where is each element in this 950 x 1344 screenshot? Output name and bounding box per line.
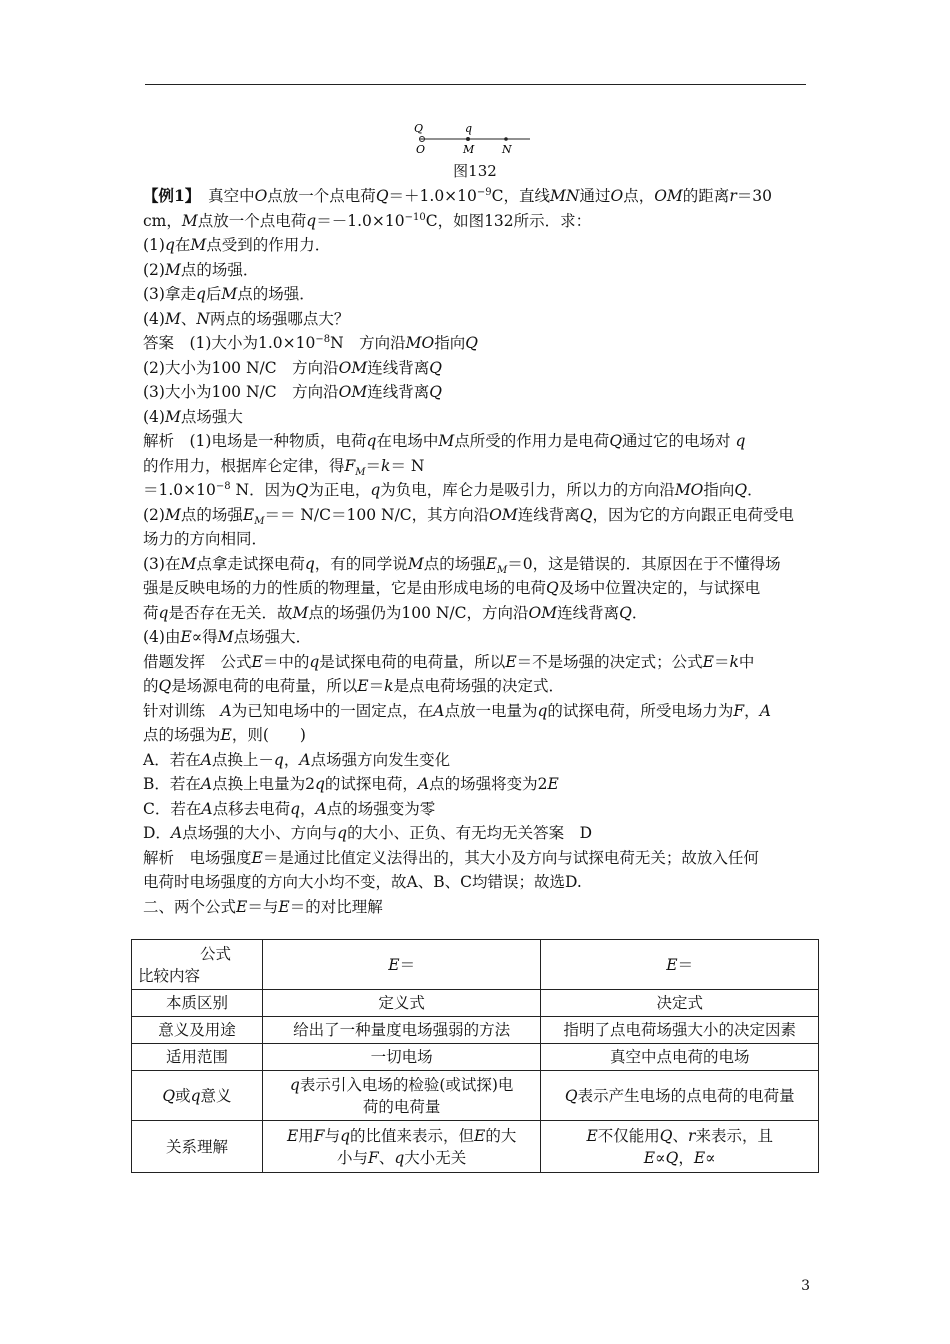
text: 点的场强将变为2 [429,775,548,793]
var: M [438,432,455,450]
var: q [394,1148,405,1167]
var: Q [579,505,593,524]
var: E [547,775,559,793]
var: k [381,456,391,475]
text: 为负电，库仑力是吸引力，所以力的方向沿 [380,481,675,499]
extension-line [143,674,807,699]
var: E [286,1126,299,1145]
var: k [729,652,739,671]
var: A [170,824,183,842]
text: 及场中位置决定的，与试探电 [558,579,761,597]
text: ， [744,701,760,720]
var: OM [338,358,368,377]
text: ＝ [713,652,730,671]
text: (2)大小为100 N/C 方向沿 [143,358,339,377]
var: Q [465,334,478,352]
header-bottom: 比较内容 [138,966,201,985]
var: E [251,652,263,671]
var: q [340,1126,351,1145]
training-analysis [143,846,807,871]
var: E [586,1126,598,1145]
var: q [537,701,548,720]
text: 强是反映电场的力的性质的物理量，它是由形成电场的电荷 [143,579,547,597]
var: OM [489,505,518,524]
cell: 一切电场 [262,1044,541,1071]
var: O [254,187,268,205]
var: Q [665,1148,679,1167]
text: 用 [298,1126,314,1145]
text: N．因为 [230,481,296,499]
var: A [220,701,232,720]
row-label [132,1071,263,1121]
point-n [504,137,508,141]
question-1 [143,233,807,258]
var: E [485,554,498,573]
cell: 指明了点电荷场强大小的决定因素 [541,1017,819,1044]
table-row [132,1071,819,1121]
text: ， [283,750,300,769]
analysis-line [143,478,807,503]
var: M [164,505,181,524]
var: q [366,432,377,450]
text: 点的场强为 [143,726,221,744]
text: ∝得 [191,628,218,646]
text: (3)大小为100 N/C 方向沿 [143,383,339,401]
var: M [292,603,309,622]
question-2 [143,258,807,283]
text: 电荷时电场强度的方向大小均不变，故A、B、C均错误；故选D. [143,873,582,891]
text: ＝ N [390,456,425,475]
exponent: −9 [476,186,492,198]
header-corner [132,940,263,990]
var: q [370,481,381,499]
section-heading [143,895,807,920]
text: 点的场强 [180,505,243,524]
text: 是点电荷场强的决定式． [393,677,565,695]
example-line [143,209,807,234]
text: 是场源电荷的电荷量，所以 [171,677,358,695]
var: E [236,897,248,916]
text: 的作用力，根据库仑定律，得 [143,456,345,475]
var: Q [375,187,389,205]
text: (4) [143,407,165,426]
text: 意义 [200,1086,232,1105]
var: Q [429,358,442,377]
question-4 [143,307,807,332]
analysis-line [143,503,807,528]
var: M [180,554,197,573]
text: 答案 (1)大小为1.0×10 [143,334,316,352]
text: ∝ [655,1148,666,1167]
table-header-row [132,940,819,990]
main-text [143,184,807,919]
text: 点的场强． [237,285,315,303]
var: M [497,564,508,576]
answer-3 [143,380,807,405]
text: 点放一个点电荷 [197,211,307,230]
text: 场力的方向相同． [143,530,268,548]
table-row [132,990,819,1017]
text: 点场强方向发生变化 [310,750,451,769]
text: 点放一电量为 [444,701,538,720]
label-q: q [465,122,473,135]
text: 与 [324,1126,341,1145]
comparison-table [131,939,819,1173]
text: ，因为它的方向跟正电荷受电 [592,505,794,524]
text: 是试探电荷的电荷量，所以 [319,652,506,671]
var: MO [405,334,435,352]
text: 点的场强． [180,260,259,279]
row-label: 意义及用途 [132,1017,263,1044]
line-diagram [410,120,540,160]
analysis-line [143,576,807,601]
analysis-line [143,429,807,454]
text: ＝ [399,955,416,974]
var: MN [550,187,580,205]
text: (2) [143,505,165,524]
text: (4) [143,309,165,328]
text: 指向 [434,334,466,352]
text: ＝0，这是错误的．其原因在于不懂得场 [507,554,781,573]
text: 的大 [485,1126,517,1145]
text: 通过它的电场对 [622,432,731,450]
var: N [196,309,210,328]
answer-2 [143,356,807,381]
text: 后 [205,285,222,303]
var: q [306,211,317,230]
text: ∝ [705,1148,716,1167]
cell: 真空中点电荷的电场 [541,1044,819,1071]
var: E [278,897,290,916]
option-a [143,748,807,773]
table-row [132,1044,819,1071]
var: M [217,628,234,646]
var: A [200,750,212,769]
text: ＝ [677,955,694,974]
analysis-line [143,552,807,577]
var: E [388,955,400,974]
row-label: 本质区别 [132,990,263,1017]
text: ＝30 [736,187,772,205]
text: ＝ [365,456,382,475]
text: 点换上电量为2 [212,775,315,793]
text: 指向 [703,481,735,499]
row-label: 关系理解 [132,1121,263,1173]
var: OM [338,383,368,401]
var: Q [564,1086,578,1105]
header-col2 [541,940,819,990]
var: q [304,554,315,573]
text: ＝＋1.0×10 [388,187,477,205]
text: A．若在 [143,750,201,769]
text: ，则( ) [231,726,306,744]
var: Q [162,1086,176,1105]
text: 不仅能用 [597,1126,660,1145]
var: M [190,236,207,254]
var: q [309,652,320,671]
var: E [357,677,369,695]
text: ， [678,1148,694,1167]
var: Q [295,481,309,499]
text: 点的场强变为零 [326,799,436,818]
text: 大小无关 [404,1148,467,1167]
var: MO [674,481,704,499]
text: 的 [143,677,159,695]
var: E [666,955,678,974]
text: ＝1.0×10 [143,481,216,499]
text: ＝是通过比值定义法得出的，其大小及方向与试探电荷无关；故放入任何 [262,848,759,867]
var: Q [429,383,442,401]
point-m [466,137,470,141]
var: M [254,515,265,527]
text: 点场强大． [233,628,312,646]
text: ＝＝ N/C＝100 N/C，其方向沿 [264,505,490,524]
answer-1 [143,331,807,356]
text: 两点的场强哪点大？ [209,309,350,328]
text: 点移去电荷 [212,799,291,818]
cell: 决定式 [541,990,819,1017]
header-rule [145,84,806,85]
cell [541,1121,819,1173]
training-line [143,723,807,748]
label-N: N [502,143,512,156]
text: 为正电， [308,481,371,499]
var: E [242,505,255,524]
var: E [643,1148,656,1167]
text: 二、两个公式 [143,897,237,916]
text: 点的场强 [423,554,486,573]
text: 连线背离 [367,383,430,401]
text: (1) [143,236,165,254]
var: E [251,848,263,867]
table-row [132,1017,819,1044]
text: 的距离 [682,187,730,205]
text: 解析 (1)电场是一种物质，电荷 [143,432,367,450]
var: A [433,701,445,720]
text: 是否存在无关．故 [168,603,293,622]
text: 来表示，且 [695,1126,773,1145]
var: M [355,466,366,478]
text: 连线背离 [367,358,430,377]
cell [541,1071,819,1121]
text: 小与 [337,1148,369,1167]
var: Q [734,481,748,499]
var: q [289,1075,300,1094]
text: 点的场强仍为100 N/C，方向沿 [308,603,529,622]
text: 点拿走试探电荷 [196,554,305,573]
option-b [143,772,807,797]
text: N 方向沿 [330,334,406,352]
example-tag: 【例1】 [143,186,193,205]
answer-4 [143,405,807,430]
option-d [143,821,807,846]
var: OM [528,603,558,622]
text: 点场强大 [180,407,243,426]
text: 、 [180,309,197,328]
var: E [180,628,192,646]
text: ． [631,603,648,622]
header-col1 [262,940,541,990]
text: (4)由 [143,628,181,646]
text: 为已知电场中的一固定点，在 [231,701,434,720]
training-line [143,699,807,724]
var: Q [158,677,172,695]
label-O: O [416,143,426,156]
var: M [407,554,424,573]
var: q [290,799,301,818]
text: 表示产生电场的点电荷的电荷量 [577,1086,795,1105]
example-line [143,184,807,209]
figure-132 [410,120,540,180]
text: ＝－1.0×10 [316,211,405,230]
var: M [164,309,181,328]
var: A [315,799,327,818]
var: F [368,1148,379,1167]
var: q [337,824,348,842]
label-Q: Q [414,122,424,135]
var: q [158,603,169,622]
text: 借题发挥 公式 [143,652,252,671]
text: 荷 [143,603,159,622]
var: A [417,775,430,793]
var: E [220,726,232,744]
text: ＝不是场强的决定式；公式 [516,652,703,671]
text: C，直线 [491,187,551,205]
text: cm， [143,211,182,230]
text: D． [143,824,171,842]
text: 点所受的作用力是电荷 [454,432,610,450]
text: 、 [378,1148,395,1167]
var: O [610,187,624,205]
analysis-line [143,601,807,626]
analysis-line [143,454,807,479]
cell: 定义式 [262,990,541,1017]
analysis-line [143,625,807,650]
var: E [505,652,517,671]
text: B．若在 [143,775,201,793]
text: 真空中 [208,187,255,205]
text: ． [747,481,763,499]
text: 、 [672,1126,689,1145]
cell: 给出了一种量度电场强弱的方法 [262,1017,541,1044]
training-analysis [143,870,807,895]
var: q [273,750,284,769]
exponent: −8 [215,480,231,492]
text: ＝中的 [262,652,310,671]
text: 在 [174,236,191,254]
exponent: −10 [404,211,426,223]
var: q [195,285,206,303]
var: F [344,456,356,475]
var: Q [619,603,632,622]
text: 的试探电荷， [324,775,418,793]
text: 点放一个点电荷 [267,187,376,205]
text: 或 [175,1086,191,1105]
text: 点场强的大小、方向与 [182,824,338,842]
var: q [190,1086,201,1105]
var: A [200,775,213,793]
var: A [759,701,771,720]
var: OM [654,187,683,205]
cell [262,1071,541,1121]
var: E [693,1148,706,1167]
text: (2) [143,260,165,279]
var: F [733,701,745,720]
var: A [201,799,213,818]
var: E [702,652,714,671]
var: M [164,407,181,426]
text: ＝与 [247,897,279,916]
var: r [729,187,737,205]
text: ， [300,799,316,818]
text: 解析 电场强度 [143,848,252,867]
text: 点换上－ [211,750,274,769]
text: 表示引入电场的检验(或试探)电 [299,1075,514,1094]
label-M: M [463,143,475,156]
text: 的比值来表示，但 [350,1126,475,1145]
text: 的大小、正负、有无均无关答案 D [347,824,593,842]
text: ，有的同学说 [314,554,408,573]
var: F [313,1126,325,1145]
text: 连线背离 [557,603,620,622]
text: 通过 [579,187,611,205]
var: k [384,677,394,695]
var: M [181,211,198,230]
text: 点， [623,187,655,205]
text: 点受到的作用力． [206,236,331,254]
text: (3)在 [143,554,181,573]
exponent: −8 [315,333,331,345]
text: ＝的对比理解 [289,897,383,916]
text: 在电场中 [376,432,439,450]
var: A [299,750,311,769]
var: Q [659,1126,673,1145]
figure-caption: 图132 [453,162,497,180]
text: (3)拿走 [143,285,196,303]
var: Q [546,579,559,597]
text: C．若在 [143,799,202,818]
extension-line [143,650,807,675]
analysis-line [143,527,807,552]
text: 中 [738,652,755,671]
var: M [221,285,238,303]
var: Q [609,432,623,450]
var: q [735,432,746,450]
text: 针对训练 [143,701,221,720]
cell [262,1121,541,1173]
question-3 [143,282,807,307]
text: C，如图132所示．求： [425,211,592,230]
var: M [164,260,181,279]
header-top: 公式 [200,944,232,963]
var: r [688,1126,696,1145]
text: ＝ [368,677,385,695]
option-c [143,797,807,822]
var: q [164,236,175,254]
var: q [314,775,325,793]
page-number: 3 [801,1278,810,1294]
text: 的试探电荷，所受电场力为 [547,701,734,720]
row-label: 适用范围 [132,1044,263,1071]
var: E [474,1126,486,1145]
table-row [132,1121,819,1173]
text: 连线背离 [517,505,580,524]
text: 荷的电荷量 [362,1097,441,1116]
